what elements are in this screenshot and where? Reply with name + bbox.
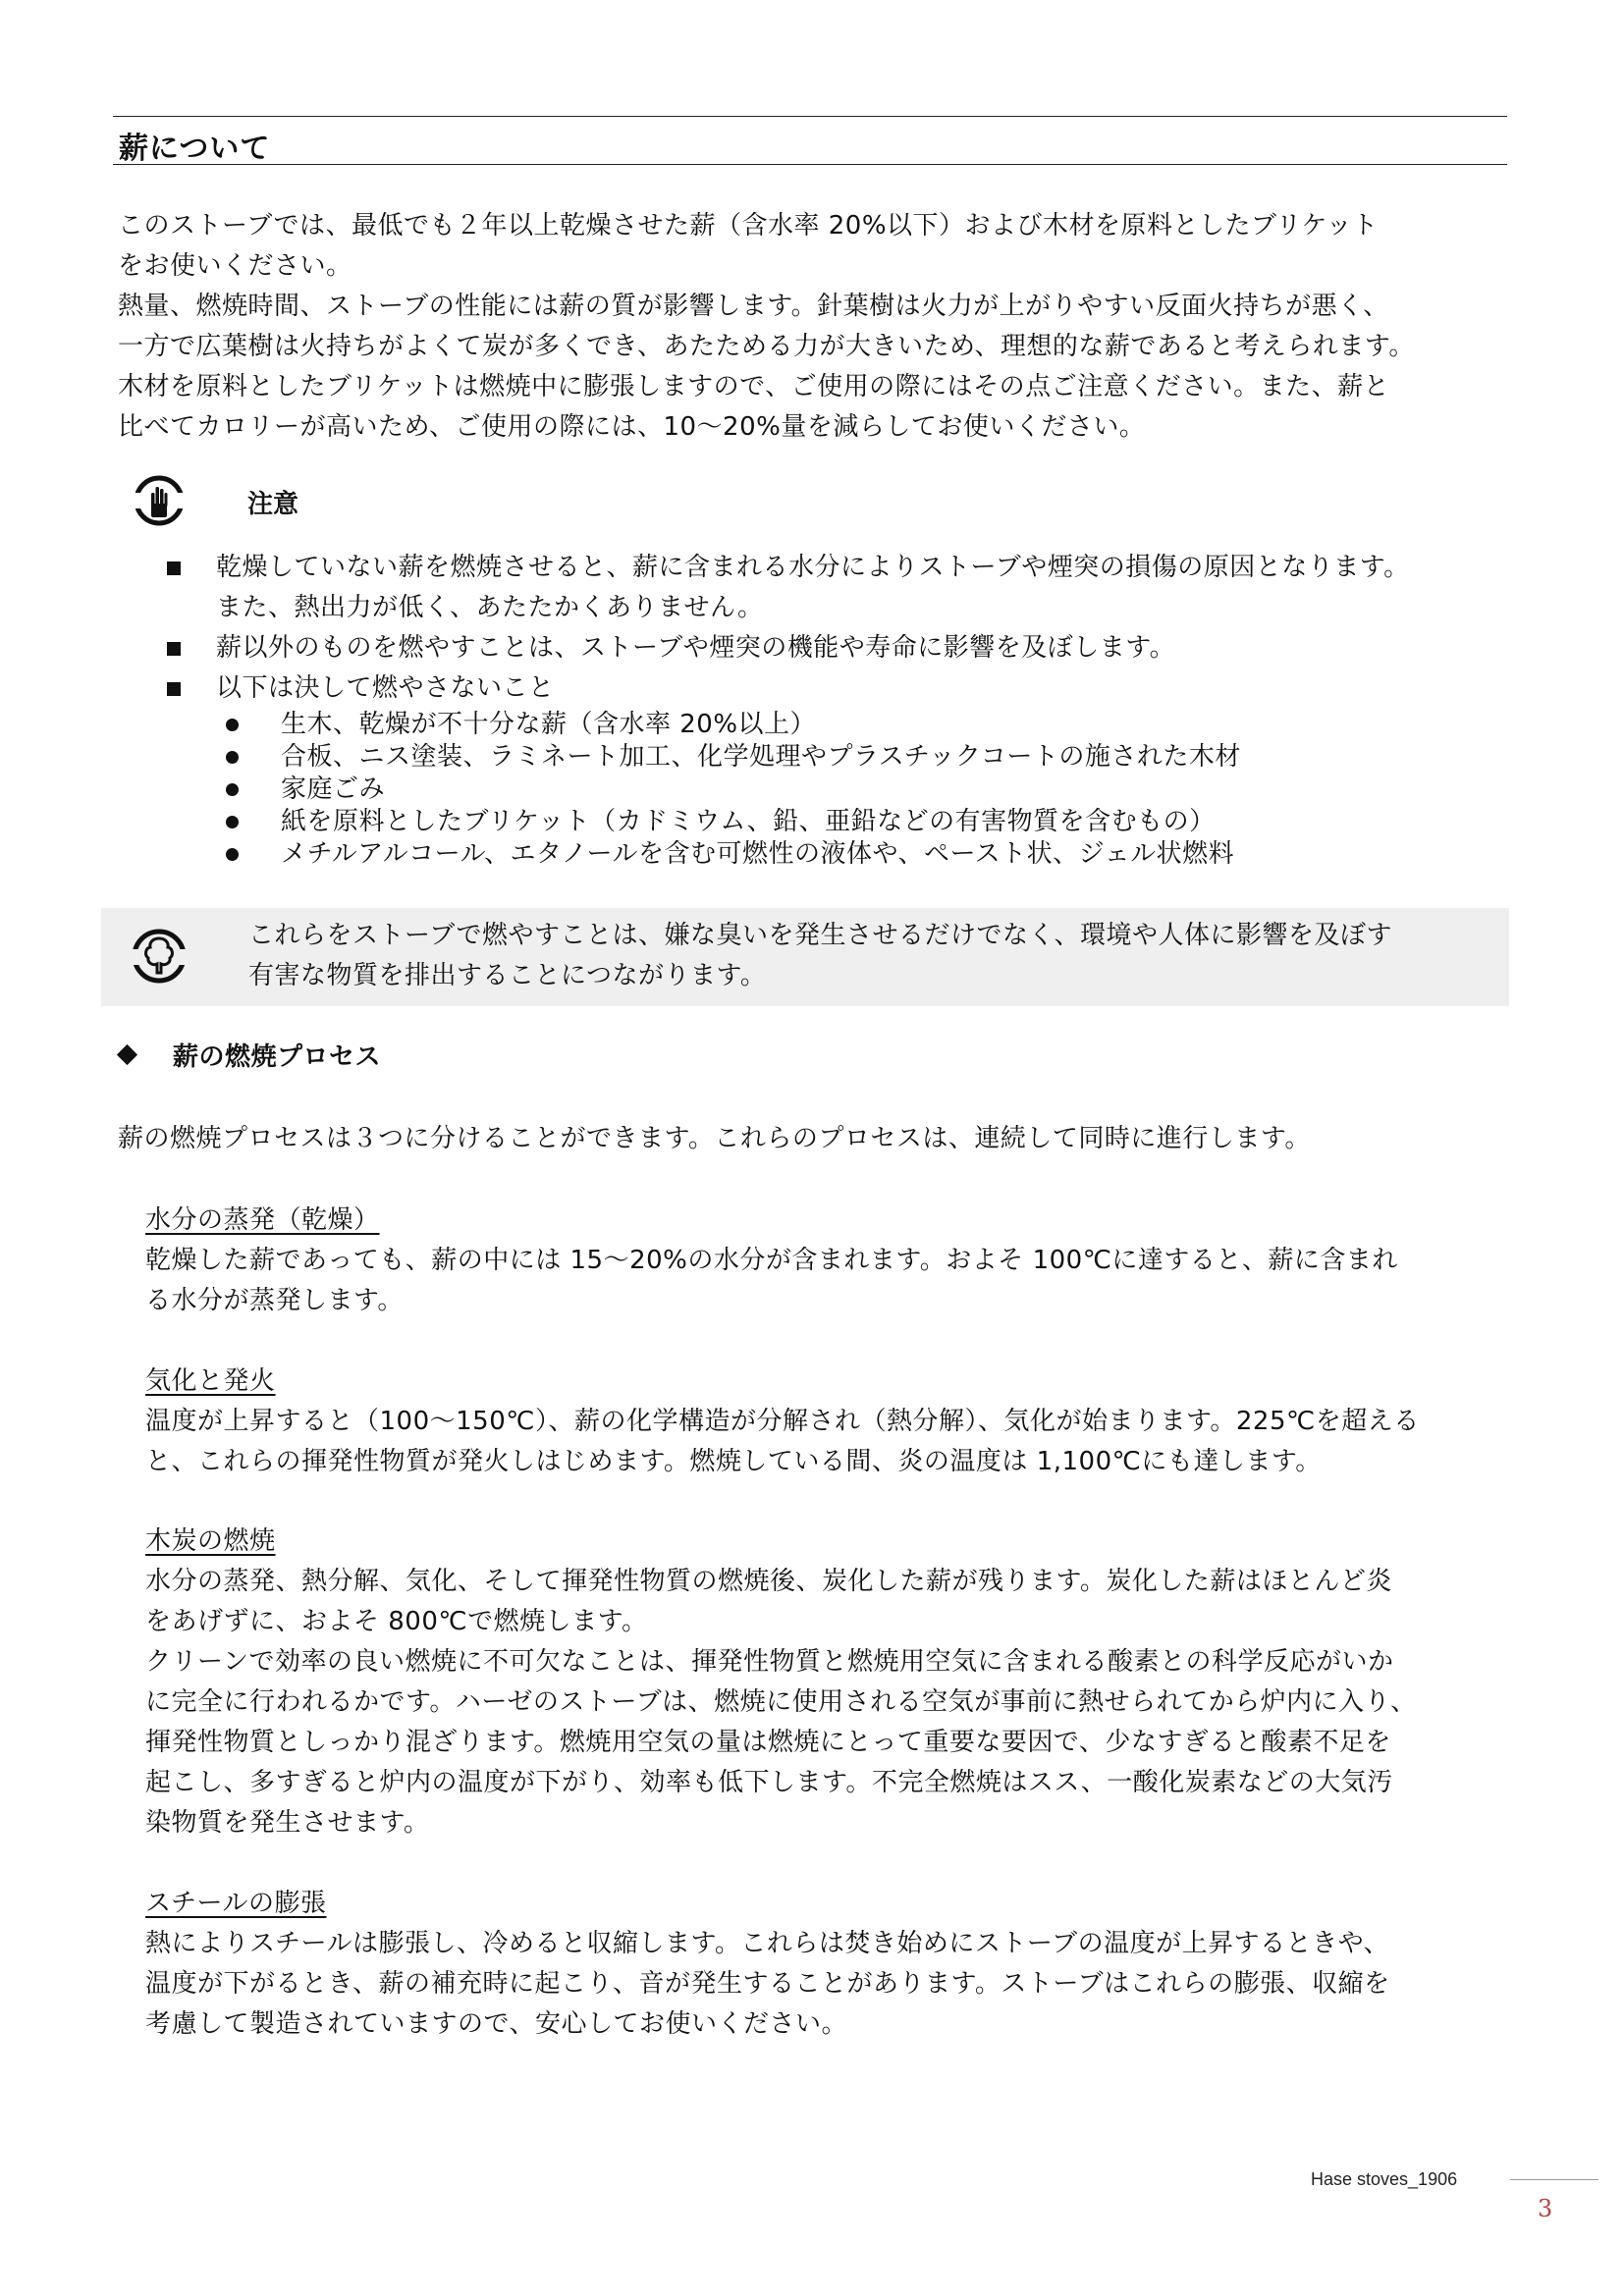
round-bullet-icon bbox=[226, 751, 239, 764]
process-intro: 薪の燃焼プロセスは３つに分けることができます。これらのプロセスは、連続して同時に進行します。 bbox=[118, 1124, 1311, 1153]
square-bullet-icon bbox=[167, 682, 181, 696]
step-heading: 水分の蒸発（乾燥） bbox=[145, 1205, 380, 1235]
process-step: 気化と発火 温度が上昇すると（100〜150℃）、薪の化学構造が分解され（熱分解）、気化が始まります。225℃を超える と、これらの揮発性物質が発火しはじめます。燃焼している間、炎の温度は 1,100℃にも達します。 bbox=[145, 1362, 1420, 1482]
footer-label: Hase stoves_1906 bbox=[1311, 2169, 1458, 2189]
step-heading: 気化と発火 bbox=[145, 1366, 276, 1396]
square-bullet-icon bbox=[167, 561, 181, 575]
environment-note-text: これらをストーブで燃やすことは、嫌な臭いを発生させるだけでなく、環境や人体に影響を及ぼす 有害な物質を排出することにつながります。 bbox=[248, 921, 1392, 990]
caution-title: 注意 bbox=[247, 490, 299, 519]
round-bullet-icon bbox=[226, 783, 239, 796]
intro-line: このストーブでは、最低でも２年以上乾燥させた薪（含水率 20%以下）および木材を原料としたブリケット bbox=[118, 211, 1379, 240]
round-bullet-icon bbox=[226, 719, 239, 731]
intro-line: をお使いください。 bbox=[118, 251, 352, 281]
square-bullet-icon bbox=[167, 642, 181, 656]
intro-line: 一方で広葉樹は火持ちがよくて炭が多くでき、あたためる力が大きいため、理想的な薪であると考えられます。 bbox=[118, 332, 1415, 361]
intro-line: 木材を原料としたブリケットは燃焼中に膨張しますので、ご使用の際にはその点ご注意ください。また、薪と bbox=[118, 372, 1390, 401]
section-header bbox=[113, 116, 1507, 165]
process-step: 木炭の燃焼 水分の蒸発、熱分解、気化、そして揮発性物質の燃焼後、炭化した薪が残ります。炭化した薪はほとんど炎 をあげずに、およそ 800℃で燃焼します。 クリーンで効率の良い燃焼に不可欠なことは、揮発性物質と燃焼用空気に含まれる酸素との科学反応がいか に完全に行われるかです。ハーゼのストーブは、燃焼に使用される空気が事前に熱せられてから炉内に入り、 揮発性物質としっかり混ざります。燃焼用空気の量は燃焼にとって重要な要因で、少なすぎると酸素不足を 起こし、多すぎると炉内の温度が下がり、効率も低下します。不完全燃焼はスス、一酸化炭素などの大気汚 染物質を発生させます。 bbox=[145, 1522, 1417, 1843]
document-page: 薪について このストーブでは、最低でも２年以上乾燥させた薪（含水率 20%以下）および木材を原料としたブリケット をお使いください。 熱量、燃焼時間、ストーブの性能には薪の質が影響します。針葉樹は火力が上がりやすい反面火持ちが悪く、 一方で広葉樹は火持ちがよくて炭が多くでき、あたためる力が大きいため、理想的な薪であると考えられます。 木材を原料としたブリケットは燃焼中に膨張しますので、ご使用の際にはその点ご注意ください。また、薪と 比べてカロリーが高いため、ご使用の際には、10〜20%量を減らしてお使いください。 注意 乾燥していない薪を燃焼させると、薪に含まれる水分によりストーブや煙突の損傷の原因となります。 また、熱出力が低く、あたたかくありません。 薪以外のものを燃やすことは、ストーブや煙突の機能や寿命に影響を及ぼします。 以下は決して燃やさないこと 生木、乾燥が不十分な薪（含水率 20%以上） 合板、ニス塗装、ラミネート加工、化学処理やプラスチックコートの施された木材 家庭ごみ 紙を原料としたブリケット（カドミウム、鉛、亜鉛などの有害物質を含むもの） メチルアルコール、エタノールを含む可燃性の液体や、ペースト状、ジェル状燃料 これらをストーブで燃やすことは、嫌な臭いを発生させるだけでなく、環境や人体に影響を及ぼす 有害な物質を排出することにつながります。 薪の燃焼プロセス 薪の燃焼プロセスは３つに分けることができます。これらのプロセスは、連続して同時に進行します。 水分の蒸発（乾燥） 乾燥した薪であっても、薪の中には 15〜20%の水分が含まれます。およそ 100℃に達すると、薪に含まれ る水分が蒸発します。 気化と発火 温度が上昇すると（100〜150℃）、薪の化学構造が分解され（熱分解）、気化が始まります。225℃を超える と、これらの揮発性物質が発火しはじめます。燃焼している間、炎の温度は 1,100℃にも達します。 木炭の燃焼 水分の蒸発、熱分解、気化、そして揮発性物質の燃焼後、炭化した薪が残ります。炭化した薪はほとんど炎 をあげずに、およそ 800℃で燃焼します。 クリーンで効率の良い燃焼に不可欠なことは、揮発性物質と燃焼用空気に含まれる酸素との科学反応がいか に完全に行われるかです。ハーゼのストーブは、燃焼に使用される空気が事前に熱せられてから炉内に入り、 揮発性物質としっかり混ざります。燃焼用空気の量は燃焼にとって重要な要因で、少なすぎると酸素不足を 起こし、多すぎると炉内の温度が下がり、効率も低下します。不完全燃焼はスス、一酸化炭素などの大気汚 染物質を発生させます。 スチールの膨張 熱によりスチールは膨張し、冷めると収縮します。これらは焚き始めにストーブの温度が上昇するときや、 温度が下がるとき、薪の補充時に起こり、音が発生することがあります。ストーブはこれらの膨張、収縮を 考慮して製造されていますので、安心してお使いください。 Hase stoves_1906 3 bbox=[0, 0, 1624, 2296]
intro-line: 熱量、燃焼時間、ストーブの性能には薪の質が影響します。針葉樹は火力が上がりやすい反面火持ちが悪く、 bbox=[118, 292, 1389, 321]
environment-note bbox=[101, 908, 1509, 1006]
process-step: 水分の蒸発（乾燥） 乾燥した薪であっても、薪の中には 15〜20%の水分が含まれます。およそ 100℃に達すると、薪に含まれ る水分が蒸発します。 bbox=[145, 1201, 1398, 1321]
caution-hand-icon bbox=[130, 471, 189, 530]
section-title: 薪について bbox=[119, 132, 271, 166]
footer-divider bbox=[1510, 2179, 1598, 2180]
step-heading: 木炭の燃焼 bbox=[145, 1526, 276, 1556]
round-bullet-icon bbox=[226, 816, 239, 828]
round-bullet-icon bbox=[226, 848, 239, 861]
page-number: 3 bbox=[1538, 2195, 1553, 2222]
subsection-title: 薪の燃焼プロセス bbox=[173, 1042, 382, 1072]
intro-paragraph bbox=[118, 206, 1512, 448]
intro-line: 比べてカロリーが高いため、ご使用の際には、10〜20%量を減らしてお使いください。 bbox=[118, 412, 1146, 442]
step-heading: スチールの膨張 bbox=[145, 1889, 327, 1918]
diamond-bullet-icon bbox=[117, 1044, 137, 1065]
tree-icon bbox=[129, 926, 189, 987]
process-step: スチールの膨張 熱によりスチールは膨張し、冷めると収縮します。これらは焚き始めにストーブの温度が上昇するときや、 温度が下がるとき、薪の補充時に起こり、音が発生することがあります。ストーブはこれらの膨張、収縮を 考慮して製造されていますので、安心してお使いください。 bbox=[145, 1884, 1390, 2045]
